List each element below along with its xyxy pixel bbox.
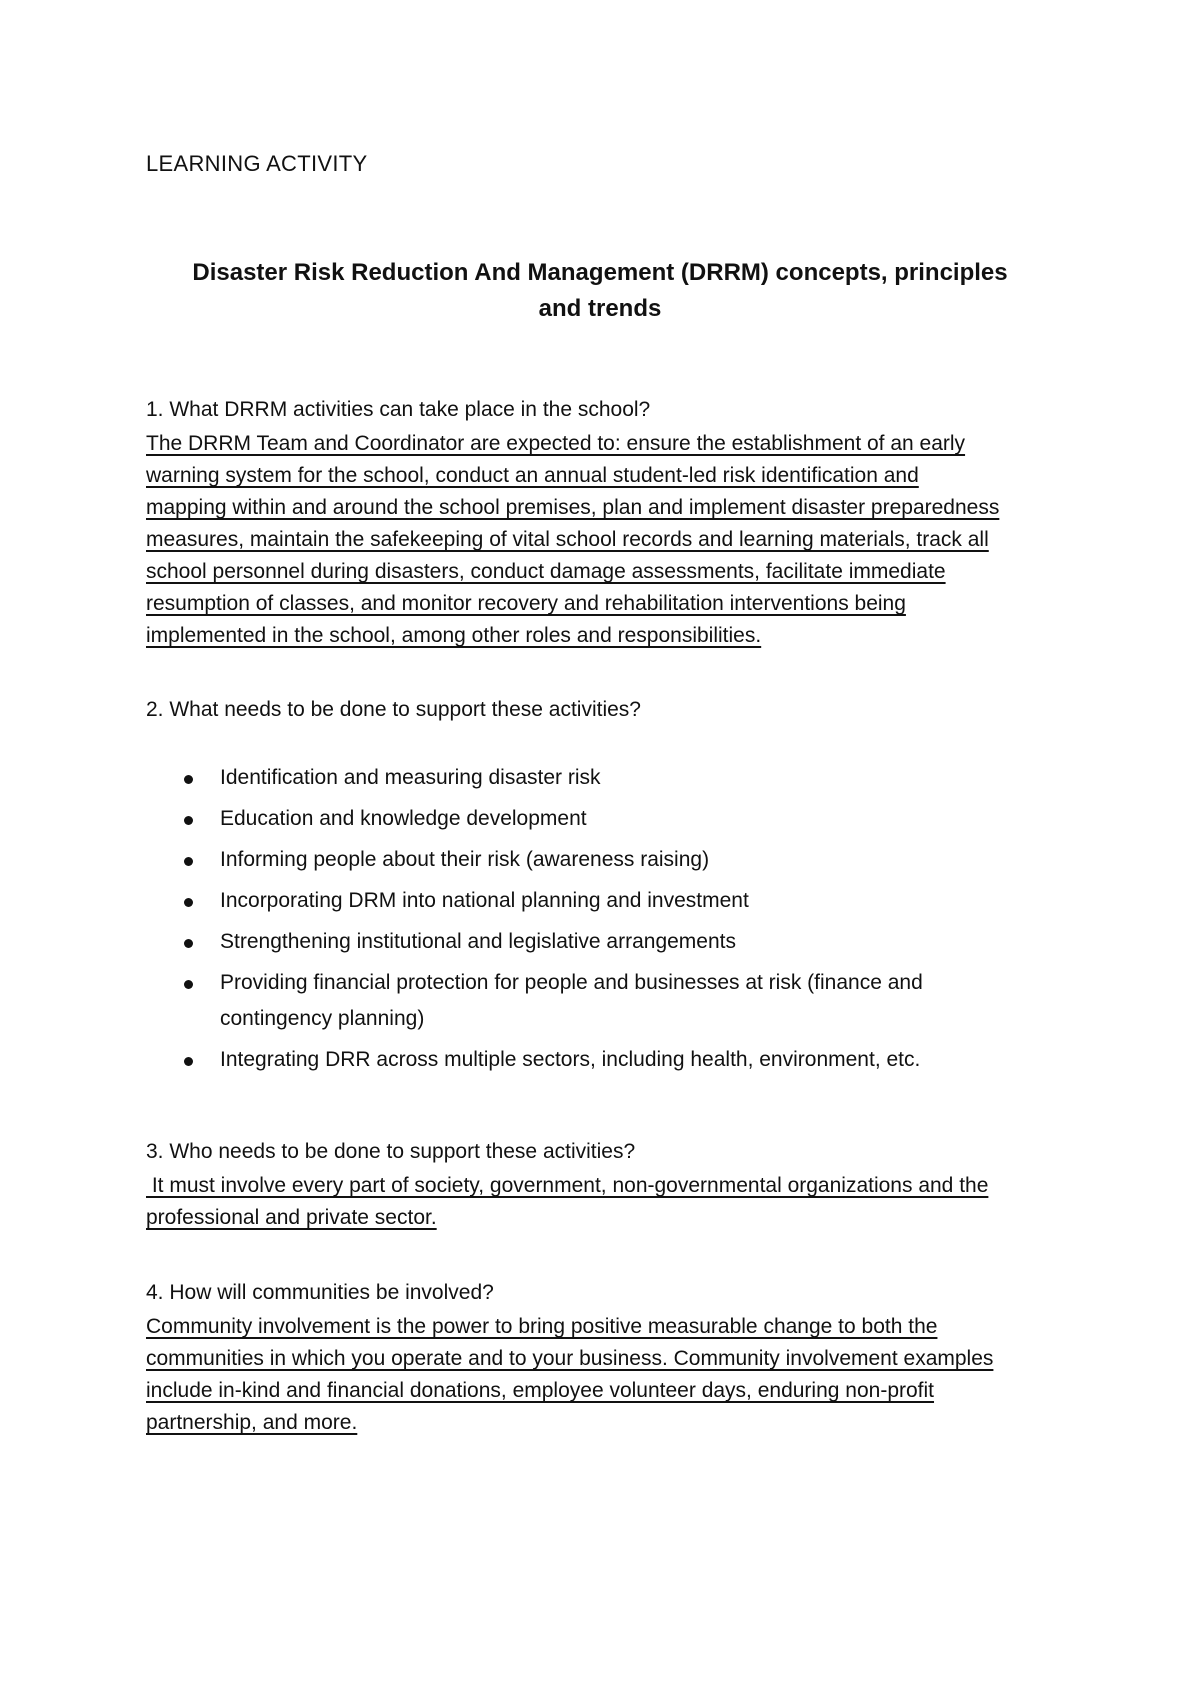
bullet-icon: [184, 898, 193, 907]
list-item-text: Informing people about their risk (awareness raising): [220, 848, 710, 871]
answer-3: [146, 1170, 1066, 1234]
answer-line: mapping within and around the school premises, plan and implement disaster preparedness: [146, 496, 1000, 519]
list-item-text: Providing financial protection for people and businesses at risk (finance and: [220, 971, 923, 994]
list-item-text: Integrating DRR across multiple sectors, including health, environment, etc.: [220, 1048, 921, 1071]
answer-line: Community involvement is the power to bring positive measurable change to both the: [146, 1315, 938, 1338]
list-item-text: Education and knowledge development: [220, 807, 587, 830]
bullet-icon: [184, 1057, 193, 1066]
support-activities-list: [146, 760, 1046, 1083]
list-item: [146, 801, 1046, 837]
answer-4: [146, 1311, 1066, 1439]
list-item-text: contingency planning): [220, 1007, 425, 1030]
answer-line: communities in which you operate and to your business. Community involvement examples: [146, 1347, 994, 1370]
question-1: 1. What DRRM activities can take place in the school?: [146, 398, 651, 421]
list-item: [146, 965, 1046, 1037]
question-3: 3. Who needs to be done to support these activities?: [146, 1140, 636, 1163]
activity-heading: LEARNING ACTIVITY: [146, 151, 368, 176]
answer-line: It must involve every part of society, government, non-governmental organizations and the: [146, 1174, 989, 1197]
list-item-text: Strengthening institutional and legislative arrangements: [220, 930, 736, 953]
list-item-text: Identification and measuring disaster risk: [220, 766, 601, 789]
question-4: 4. How will communities be involved?: [146, 1281, 494, 1304]
answer-line: warning system for the school, conduct an annual student-led risk identification and: [146, 464, 919, 487]
bullet-icon: [184, 939, 193, 948]
answer-line: The DRRM Team and Coordinator are expected to: ensure the establishment of an early: [146, 432, 966, 455]
bullet-icon: [184, 857, 193, 866]
answer-line: implemented in the school, among other roles and responsibilities.: [146, 624, 762, 647]
list-item-text: Incorporating DRM into national planning and investment: [220, 889, 749, 912]
answer-line: school personnel during disasters, conduct damage assessments, facilitate immediate: [146, 560, 946, 583]
answer-line: professional and private sector.: [146, 1206, 437, 1229]
question-2: 2. What needs to be done to support these activities?: [146, 698, 641, 721]
answer-line: measures, maintain the safekeeping of vital school records and learning materials, track all: [146, 528, 989, 551]
list-item: [146, 1042, 1046, 1078]
answer-line: partnership, and more.: [146, 1411, 358, 1434]
title-line: Disaster Risk Reduction And Management (DRRM) concepts, principles: [192, 259, 1008, 286]
list-item: [146, 842, 1046, 878]
answer-line: resumption of classes, and monitor recovery and rehabilitation interventions being: [146, 592, 906, 615]
answer-1: [146, 428, 1066, 652]
document-title: [120, 255, 1080, 327]
bullet-icon: [184, 816, 193, 825]
title-line: and trends: [538, 295, 662, 322]
bullet-icon: [184, 775, 193, 784]
list-item: [146, 760, 1046, 796]
answer-line: include in-kind and financial donations, employee volunteer days, enduring non-profit: [146, 1379, 935, 1402]
list-item: [146, 883, 1046, 919]
bullet-icon: [184, 980, 193, 989]
list-item: [146, 924, 1046, 960]
